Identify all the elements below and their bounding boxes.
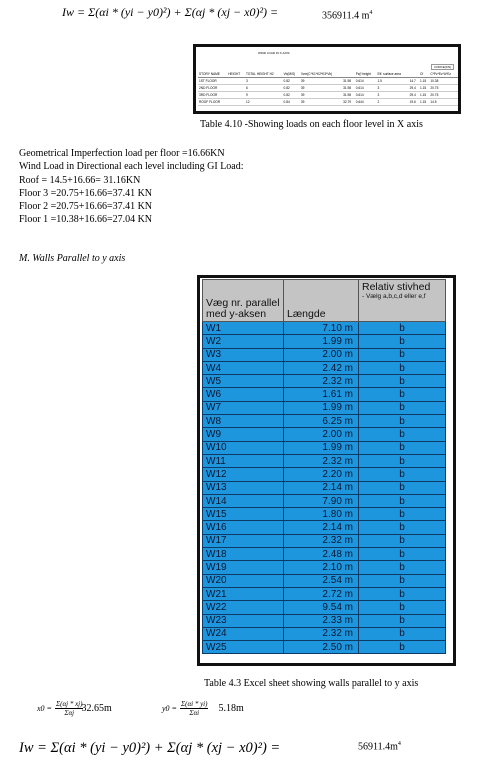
floor-load-table-image (193, 44, 461, 114)
floor-load-table-cell: 3 (377, 92, 409, 99)
bottom-formula-value-exponent: 4 (397, 741, 401, 747)
wall-row (203, 468, 446, 481)
wall-row (203, 614, 446, 627)
wall-length-cell: 1.99 m (284, 401, 359, 414)
wall-row (203, 388, 446, 401)
wall-id-cell: W9 (203, 428, 284, 441)
wall-length-cell: 6.25 m (284, 415, 359, 428)
wall-stiffness-cell: b (359, 441, 446, 454)
floor-load-table-cell: 19.6 (409, 99, 419, 106)
wall-length-cell: 2.32 m (284, 627, 359, 640)
wall-id-cell: W14 (203, 494, 284, 507)
floor-load-table-cell (227, 85, 245, 92)
wall-row (203, 441, 446, 454)
x0-value: 32.65m (81, 703, 112, 714)
floor-load-table-header: Pz(f height (355, 71, 377, 78)
wall-length-cell: 1.99 m (284, 441, 359, 454)
wall-id-cell: W3 (203, 348, 284, 361)
floor-load-table-cell: 0.614 (355, 92, 377, 99)
wall-stiffness-cell: b (359, 481, 446, 494)
floor-load-table (198, 71, 458, 106)
wall-length-cell: 1.80 m (284, 508, 359, 521)
floor-load-table-cell: 2 (377, 99, 409, 106)
floor-load-table-cell: 1.15 (419, 78, 429, 85)
wall-row (203, 335, 446, 348)
floor-load-table-header: Vzm(C*K1*K2*K3*Vb) (300, 71, 342, 78)
y0-value: 5.18m (218, 703, 244, 714)
floor-load-table-cell: 14.7 (409, 78, 419, 85)
floor-load-table-row (198, 85, 458, 92)
wall-length-cell: 2.54 m (284, 574, 359, 587)
wall-row (203, 375, 446, 388)
floor-load-table-cell: 29.4 (409, 92, 419, 99)
wall-id-cell: W11 (203, 454, 284, 467)
floor-load-table-row (198, 99, 458, 106)
y0-label: y0 = (162, 704, 177, 713)
wall-length-cell: 2.00 m (284, 428, 359, 441)
wall-length-cell: 2.48 m (284, 548, 359, 561)
floor-load-table-row (198, 78, 458, 85)
floor-load-table-cell (227, 78, 245, 85)
floor-load-table-cell: 31.98 (342, 85, 355, 92)
wall-stiffness-cell: b (359, 348, 446, 361)
wall-length-cell: 2.42 m (284, 361, 359, 374)
floor-load-table-cell: 0.614 (355, 78, 377, 85)
wall-row (203, 574, 446, 587)
floor-load-table-cell: 0.82 (283, 92, 300, 99)
wall-stiffness-cell: b (359, 322, 446, 335)
wall-stiffness-cell: b (359, 335, 446, 348)
wall-row (203, 494, 446, 507)
floor-load-table-cell: 39 (300, 99, 342, 106)
floor-load-table-cell: 1.5 (377, 78, 409, 85)
bottom-formula: Iw = Σ(αi * (yi − y0)²) + Σ(αj * (xj − x0)²) = (19, 740, 281, 756)
wall-stiffness-cell: b (359, 508, 446, 521)
wall-id-cell: W1 (203, 322, 284, 335)
floor-load-table-cell: 0.84 (283, 99, 300, 106)
wall-id-cell: W8 (203, 415, 284, 428)
wall-id-cell: W25 (203, 641, 284, 654)
y0-denominator: Σαi (189, 709, 200, 717)
floor-load-table-cell: 39 (300, 78, 342, 85)
bottom-formula-value-text: 56911.4m (358, 741, 398, 753)
floor-load-table-header: Vb(M/S) (283, 71, 300, 78)
floor-load-table-cell: 32.79 (342, 99, 355, 106)
wall-length-cell: 2.32 m (284, 375, 359, 388)
wall-id-cell: W21 (203, 587, 284, 600)
wall-length-cell: 2.72 m (284, 587, 359, 600)
wall-row (203, 401, 446, 414)
load-calculation-text (19, 147, 244, 227)
wall-row (203, 322, 446, 335)
wall-id-cell: W15 (203, 508, 284, 521)
floor-load-table-title: WIND LOAD IN X-AXIS (258, 51, 290, 55)
floor-load-table-cell: 1.15 (419, 92, 429, 99)
floor-load-table-cell: 20.75 (429, 92, 458, 99)
body-line: Floor 1 =10.38+16.66=27.04 KN (19, 214, 153, 226)
wall-row (203, 508, 446, 521)
floor-load-table-cell: 1.15 (419, 85, 429, 92)
wall-id-cell: W23 (203, 614, 284, 627)
wall-length-cell: 2.50 m (284, 641, 359, 654)
walls-header-stiffness-main: Relativ stivhed (362, 281, 431, 293)
wall-stiffness-cell: b (359, 415, 446, 428)
wall-row (203, 641, 446, 654)
wall-length-cell: 2.20 m (284, 468, 359, 481)
floor-load-table-cell: ROOF FLOOR (198, 99, 227, 106)
wall-stiffness-cell: b (359, 561, 446, 574)
floor-load-table-cell: 1ST FLOOR (198, 78, 227, 85)
wall-length-cell: 2.32 m (284, 534, 359, 547)
wall-stiffness-cell: b (359, 574, 446, 587)
floor-load-table-cell: 39 (300, 85, 342, 92)
wall-row (203, 521, 446, 534)
walls-header-length: Længde (284, 280, 359, 322)
walls-header-wall-number: Væg nr. parallel med y-aksen (203, 280, 284, 322)
wall-stiffness-cell: b (359, 641, 446, 654)
floor-load-table-cell (227, 92, 245, 99)
floor-load-table-cell: 3 (377, 85, 409, 92)
bottom-formula-value (358, 741, 401, 752)
floor-load-table-header: Cf (419, 71, 429, 78)
wall-id-cell: W12 (203, 468, 284, 481)
wall-id-cell: W20 (203, 574, 284, 587)
wall-stiffness-cell: b (359, 587, 446, 600)
top-formula-value-exponent: 4 (369, 10, 373, 16)
floor-load-table-cell: 0.644 (355, 99, 377, 106)
wall-stiffness-cell: b (359, 627, 446, 640)
top-formula-value-text: 356911.4 m (322, 10, 370, 22)
y0-fraction (180, 700, 209, 717)
caption-table-4-10: Table 4.10 -Showing loads on each floor level in X axis (200, 119, 423, 130)
wall-length-cell: 7.90 m (284, 494, 359, 507)
floor-load-table-cell: 39 (300, 92, 342, 99)
caption-table-4-3: Table 4.3 Excel sheet showing walls parallel to y axis (204, 678, 419, 689)
wall-stiffness-cell: b (359, 468, 446, 481)
wall-row (203, 601, 446, 614)
floor-load-table-header: C*Pz*Ez*A*Ez (429, 71, 458, 78)
wall-stiffness-cell: b (359, 534, 446, 547)
x0-label: x0 = (37, 704, 52, 713)
wall-length-cell: 1.61 m (284, 388, 359, 401)
wall-id-cell: W7 (203, 401, 284, 414)
floor-load-table-cell: 12 (245, 99, 283, 106)
y0-numerator: Σ(αi * yi) (180, 700, 208, 708)
wall-stiffness-cell: b (359, 428, 446, 441)
wall-length-cell: 2.14 m (284, 521, 359, 534)
wall-row (203, 348, 446, 361)
walls-header-stiffness (359, 280, 446, 322)
x0-numerator: Σ(αj * xj) (55, 700, 83, 708)
floor-load-table-cell: 31.98 (342, 92, 355, 99)
body-line: Floor 2 =20.75+16.66=37.41 KN (19, 201, 153, 213)
floor-load-table-cell: 2ND FLOOR (198, 85, 227, 92)
wall-row (203, 415, 446, 428)
section-heading: M. Walls Parallel to y axis (19, 253, 126, 264)
floor-load-table-row (198, 92, 458, 99)
wall-row (203, 534, 446, 547)
wall-length-cell: 9.54 m (284, 601, 359, 614)
wall-stiffness-cell: b (359, 601, 446, 614)
wall-stiffness-cell: b (359, 548, 446, 561)
wall-stiffness-cell: b (359, 401, 446, 414)
wall-row (203, 428, 446, 441)
floor-load-table-cell: 14.5 (429, 99, 458, 106)
floor-load-table-cell: 0.614 (355, 85, 377, 92)
walls-table-image (197, 275, 456, 666)
wall-length-cell: 2.33 m (284, 614, 359, 627)
wall-length-cell: 2.00 m (284, 348, 359, 361)
body-line: Wind Load in Directional each level including GI Load: (19, 161, 244, 173)
wall-id-cell: W18 (203, 548, 284, 561)
floor-load-table-cell: 10.38 (429, 78, 458, 85)
wall-length-cell: 2.10 m (284, 561, 359, 574)
floor-load-table-header: Eff. surface area (377, 71, 409, 78)
floor-load-table-cell: 0.82 (283, 85, 300, 92)
wall-row (203, 548, 446, 561)
wall-stiffness-cell: b (359, 614, 446, 627)
floor-load-table-cell: 20.75 (429, 85, 458, 92)
wall-id-cell: W2 (203, 335, 284, 348)
floor-load-table-header: HEIGHT (227, 71, 245, 78)
wall-length-cell: 2.32 m (284, 454, 359, 467)
floor-load-table-header: STORY NAME (198, 71, 227, 78)
wall-row (203, 627, 446, 640)
wall-id-cell: W13 (203, 481, 284, 494)
x0-formula (37, 700, 112, 717)
wall-id-cell: W6 (203, 388, 284, 401)
wall-stiffness-cell: b (359, 521, 446, 534)
wall-length-cell: 1.99 m (284, 335, 359, 348)
top-formula-value (322, 10, 372, 21)
wall-id-cell: W19 (203, 561, 284, 574)
x0-denominator: Σαj (64, 709, 75, 717)
floor-load-table-header: TOTAL HEIGHT H2 (245, 71, 283, 78)
wall-id-cell: W10 (203, 441, 284, 454)
wall-row (203, 361, 446, 374)
wall-row (203, 454, 446, 467)
body-line: Geometrical Imperfection load per floor =16.66KN (19, 148, 225, 159)
top-formula: Iw = Σ(αi * (yi − y0)²) + Σ(αj * (xj − x0)²) = (62, 5, 279, 19)
wall-id-cell: W24 (203, 627, 284, 640)
wall-id-cell: W5 (203, 375, 284, 388)
wall-row (203, 481, 446, 494)
floor-load-table-cell: 3 (245, 78, 283, 85)
wall-row (203, 561, 446, 574)
wall-row (203, 587, 446, 600)
wall-stiffness-cell: b (359, 454, 446, 467)
body-line: Roof = 14.5+16.66= 31.16KN (19, 174, 141, 186)
floor-load-table-cell: 1.15 (419, 99, 429, 106)
x0-fraction (55, 700, 84, 717)
y0-formula (162, 700, 244, 717)
wall-stiffness-cell: b (359, 494, 446, 507)
wall-id-cell: W4 (203, 361, 284, 374)
wall-length-cell: 7.10 m (284, 322, 359, 335)
floor-load-table-cell: 6 (245, 85, 283, 92)
wall-length-cell: 2.14 m (284, 481, 359, 494)
wall-stiffness-cell: b (359, 388, 446, 401)
floor-load-table-cell (227, 99, 245, 106)
floor-load-table-cell: 9 (245, 92, 283, 99)
floor-load-table-cell: 3RD FLOOR (198, 92, 227, 99)
body-line: Floor 3 =20.75+16.66=37.41 KN (19, 187, 153, 199)
walls-header-stiffness-sub: - Vælg a,b,c,d eller e,f (362, 293, 426, 300)
wall-stiffness-cell: b (359, 361, 446, 374)
floor-load-table-cell: 0.82 (283, 78, 300, 85)
walls-table (202, 279, 446, 654)
wall-id-cell: W22 (203, 601, 284, 614)
floor-load-table-cell: 29.4 (409, 85, 419, 92)
wall-id-cell: W16 (203, 521, 284, 534)
floor-load-table-cell: 31.98 (342, 78, 355, 85)
wall-id-cell: W17 (203, 534, 284, 547)
floor-load-table-tag: FORCE(KN) (431, 64, 454, 70)
wall-stiffness-cell: b (359, 375, 446, 388)
